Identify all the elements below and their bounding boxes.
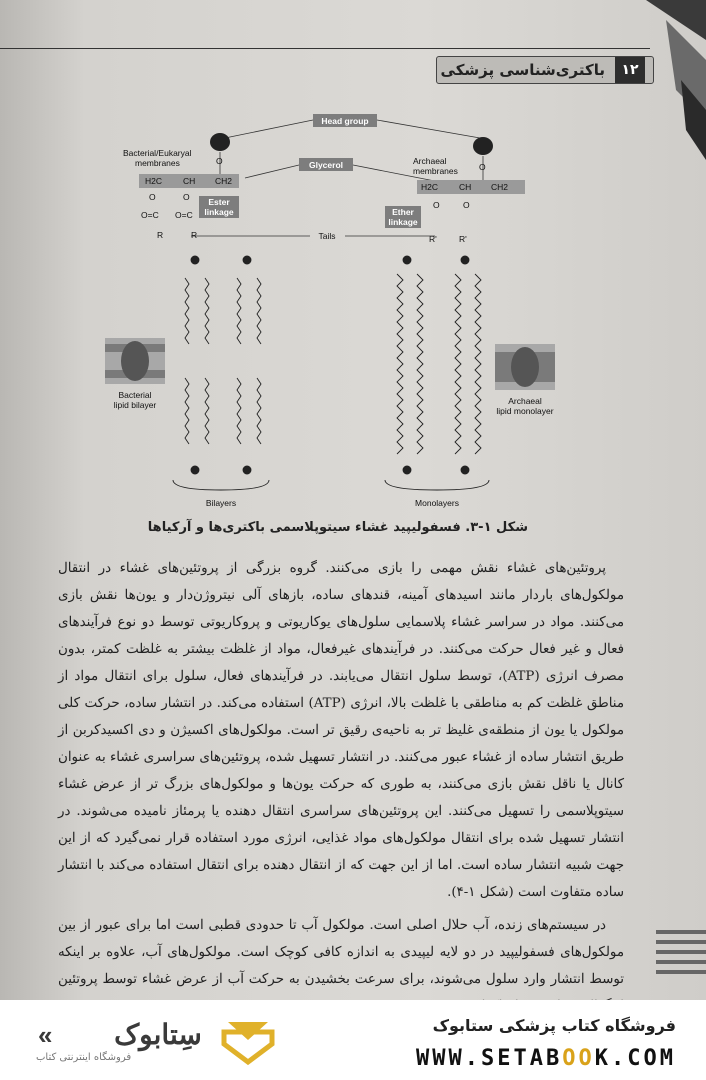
svg-text:Ester: Ester [208, 197, 230, 207]
svg-text:CH2: CH2 [491, 182, 509, 192]
tails-label: Tails [318, 231, 336, 241]
svg-text:R: R [191, 230, 198, 240]
svg-text:lipid bilayer: lipid bilayer [113, 400, 157, 410]
bilayer-chains [173, 256, 269, 490]
phospholipid-figure [95, 108, 615, 518]
archaeal-monolayer-inset [495, 344, 555, 390]
svg-text:R': R' [429, 234, 437, 244]
head-group-label: Head group [321, 116, 369, 126]
setabook-logo[interactable] [28, 1012, 278, 1072]
svg-text:CH: CH [183, 176, 196, 186]
store-name: فروشگاه کتاب پزشکی ستابوک [432, 1016, 676, 1035]
svg-text:O: O [463, 200, 470, 210]
page-number: ۱۲ [615, 57, 645, 83]
svg-text:Ether: Ether [392, 207, 414, 217]
svg-text:linkage: linkage [388, 217, 418, 227]
svg-text:O: O [183, 192, 190, 202]
logo-chevrons: « [38, 1020, 53, 1050]
svg-text:O=C: O=C [141, 210, 159, 220]
svg-text:O: O [433, 200, 440, 210]
paragraph: پروتئین‌های غشاء نقش مهمی را بازی می‌کنند. گروه بزرگی از پروتئین‌های غشاء در انتقال مولکول‌های باردار مانند اسیدهای آمینه، قندهای ساده، بازهای آلی نیتروژن‌دار و یون‌ها نقش بازی می‌کنند. مواد در سراسر غشاء پلاسمایی سلول‌های یوکاریوتی و پروکاریوتی توسط دو نوع فرآیندهای فعال و غیر فعال حرکت می‌کنند. در فرآیندهای غیرفعال، مواد از غلظت بیشتر به غلظت کمتر، بدون مصرف انرژی (ATP)، توسط سلول انتقال می‌یابند. در فرآیندهای فعال، سلول برای انتقال مواد از مناطق غلظت کم به مناطقی با غلظت بالا، انرژی (ATP) استفاده می‌کند. در انتشار ساده، حرکت کلی مولکول یا یون از منطقه‌ی غلیظ تر به ناحیه‌ی رقیق تر است. مولکول‌های اکسیژن و دی اکسیدکربن از طریق انتشار ساده از غشاء عبور می‌کنند. در انتشار تسهیل شده، پروتئین‌های سراسری غشاء به عنوان کانال یا ناقل نقش بازی می‌کنند، به طوری که حرکت یون‌ها و مولکول‌های بزرگ تر از عرض غشاء سیتوپلاسمی را تسهیل می‌کنند. این پروتئین‌های سراسری انتقال دهنده یا پرمئاز نامیده می‌شوند. در انتشار تسهیل شده برای انتقال مولکول‌های مواد غذایی، انرژی مورد استفاده قرار نمی‌گیرد که از این جهت شبیه انتشار ساده است. اما از این جهت که از انتقال دهنده برای انتقال استفاده می‌کند با انتشار ساده متفاوت است (شکل ۱-۴). [58, 561, 624, 900]
running-header [436, 56, 654, 84]
svg-text:CH2: CH2 [215, 176, 233, 186]
chapter-title: باکتری‌شناسی پزشکی [440, 61, 605, 79]
archaeal-head-ball [473, 137, 493, 155]
svg-text:R': R' [459, 234, 467, 244]
svg-text:linkage: linkage [204, 207, 234, 217]
svg-text:H2C: H2C [421, 182, 439, 192]
svg-text:Bacterial: Bacterial [118, 390, 152, 400]
bilayers-label: Bilayers [205, 498, 237, 508]
logo-tagline: فروشگاه اینترنتی کتاب [36, 1052, 132, 1063]
figure-caption: شکل ۱-۳. فسفولیپید غشاء سیتوپلاسمی باکتری‌ها و آرکیاها [147, 520, 528, 535]
svg-text:Archaeal: Archaeal [508, 396, 542, 406]
logo-wordmark: سِتابوک [114, 1019, 202, 1050]
paragraph: در سیستم‌های زنده، آب حلال اصلی است. مولکول آب تا حدودی قطبی است اما برای عبور از بین مولکول‌های فسفولیپید در دو لایه لیپیدی به اندازه کافی کوچک است. مولکول‌های آب، علاوه بر اینکه توسط انتشار وارد سلول می‌شوند، برای سرعت بخشیدن به حرکت آب از عرض غشاء توسط پروتئین [58, 918, 624, 987]
body-text [58, 555, 624, 1026]
bacterial-membranes-label: Bacterial/Eukaryal [123, 148, 192, 158]
svg-text:O: O [149, 192, 156, 202]
svg-text:CH: CH [459, 182, 472, 192]
monolayer-chains [385, 256, 489, 490]
svg-text:membranes: membranes [413, 166, 458, 176]
svg-text:lipid monolayer: lipid monolayer [496, 406, 554, 416]
archaeal-membranes-label: Archaeal [413, 156, 447, 166]
store-footer [0, 1000, 706, 1080]
glycerol-label: Glycerol [308, 160, 344, 170]
store-url[interactable]: WWW.SETABOOK.COM [416, 1046, 676, 1071]
header-rule [0, 48, 650, 49]
margin-stripes [656, 930, 706, 990]
svg-text:R: R [157, 230, 164, 240]
svg-text:O=C: O=C [175, 210, 193, 220]
svg-text:H2C: H2C [145, 176, 163, 186]
bacterial-head-ball [210, 133, 230, 151]
monolayers-label: Monolayers [415, 498, 459, 508]
bacterial-bilayer-inset [105, 338, 165, 384]
svg-text:O: O [479, 162, 486, 172]
svg-text:O: O [216, 156, 223, 166]
svg-text:membranes: membranes [135, 158, 180, 168]
